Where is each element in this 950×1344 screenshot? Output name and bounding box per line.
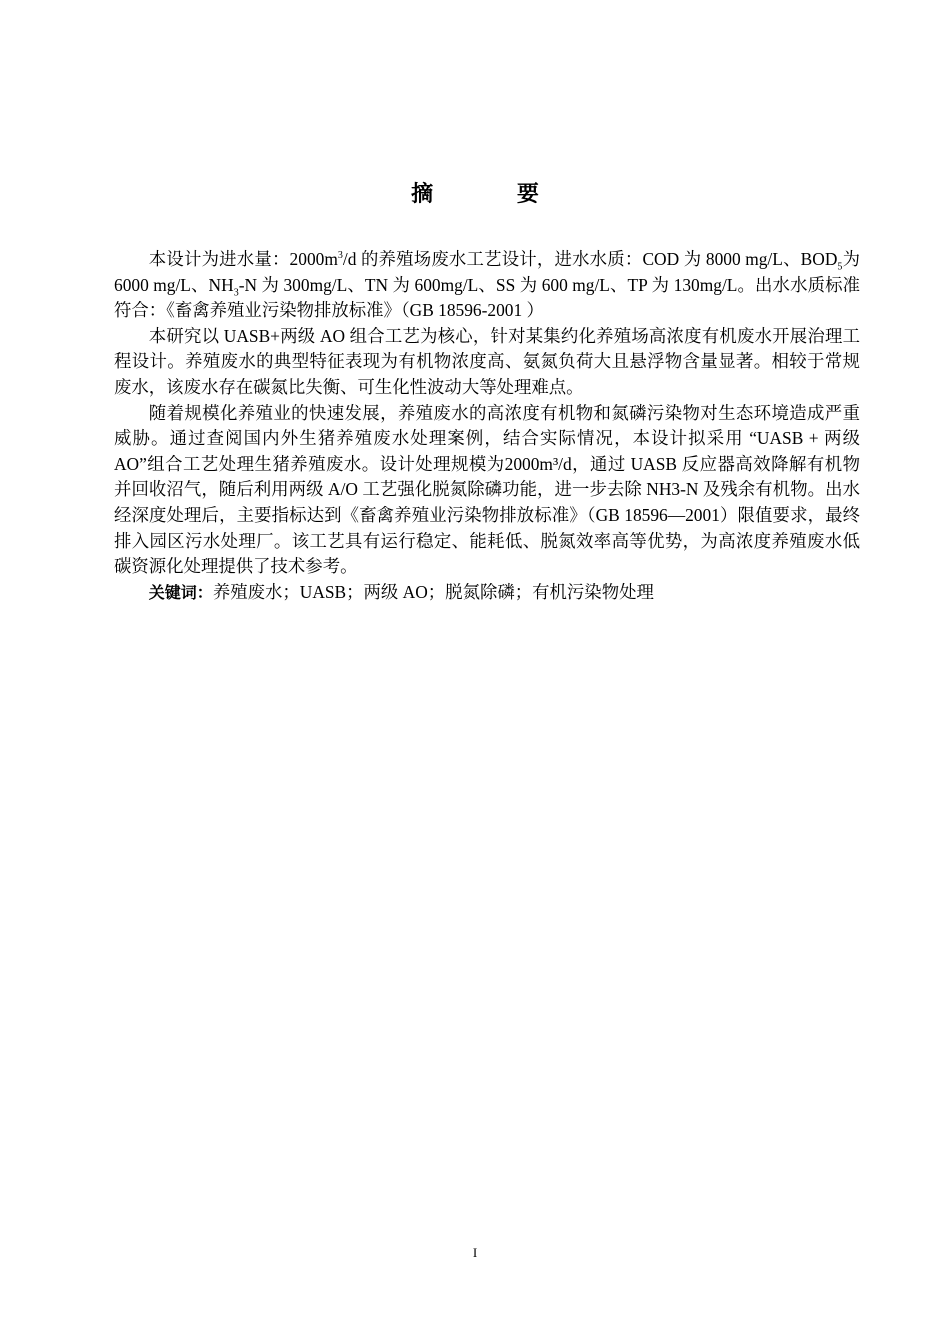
keywords-text: 养殖废水；UASB；两级 AO；脱氮除磷；有机污染物处理 — [212, 581, 654, 602]
p1-text-d: -N 为 300mg/L、TN 为 600mg/L、SS 为 600 mg/L、TP 为 130mg/L。出水水质标准符合：《畜禽养殖业污染物排放标准》（GB 18596-2001 ） — [114, 274, 860, 321]
abstract-title: 摘 要 — [411, 182, 577, 207]
p1-sub-nh3: 3 — [233, 287, 239, 299]
keywords-label: 关键词： — [148, 582, 213, 602]
abstract-paragraph-1 — [114, 247, 860, 324]
p1-text-a: 本设计为进水量：2000m — [148, 249, 338, 269]
abstract-paragraph-3: 随着规模化养殖业的快速发展，养殖废水的高浓度有机物和氮磷污染物对生态环境造成严重威胁。通过查阅国内外生猪养殖废水处理案例，结合实际情况，本设计拟采用 “UASB + 两级 AO”组合工艺处理生猪养殖废水。设计处理规模为2000m³/d，通过 UASB 反应器高效降解有机物并回收沼气，随后利用两级 A/O 工艺强化脱氮除磷功能，进一步去除 NH3-N 及残余有机物。出水经深度处理后，主要指标达到《畜禽养殖业污染物排放标准》（GB 18596—2001）限值要求，最终排入园区污水处理厂。该工艺具有运行稳定、能耗低、脱氮效率高等优势，为高浓度养殖废水低碳资源化处理提供了技术参考。 — [114, 402, 860, 577]
page-number: I — [472, 1245, 478, 1260]
abstract-body — [114, 247, 860, 605]
abstract-paragraph-2: 本研究以 UASB+两级 AO 组合工艺为核心，针对某集约化养殖场高浓度有机废水开展治理工程设计。养殖废水的典型特征表现为有机物浓度高、氨氮负荷大且悬浮物含量显著。相较于常规废水，该废水存在碳氮比失衡、可生化性波动大等处理难点。 — [114, 325, 860, 397]
p1-text-b: /d 的养殖场废水工艺设计，进水水质：COD 为 8000 mg/L、BOD — [342, 249, 838, 269]
p1-sub-bod: 5 — [837, 261, 843, 273]
keywords-line — [114, 580, 860, 606]
p1-sup-cubic: 3 — [337, 250, 343, 262]
p1-text-c: 为 6000 mg/L、NH — [114, 249, 861, 295]
